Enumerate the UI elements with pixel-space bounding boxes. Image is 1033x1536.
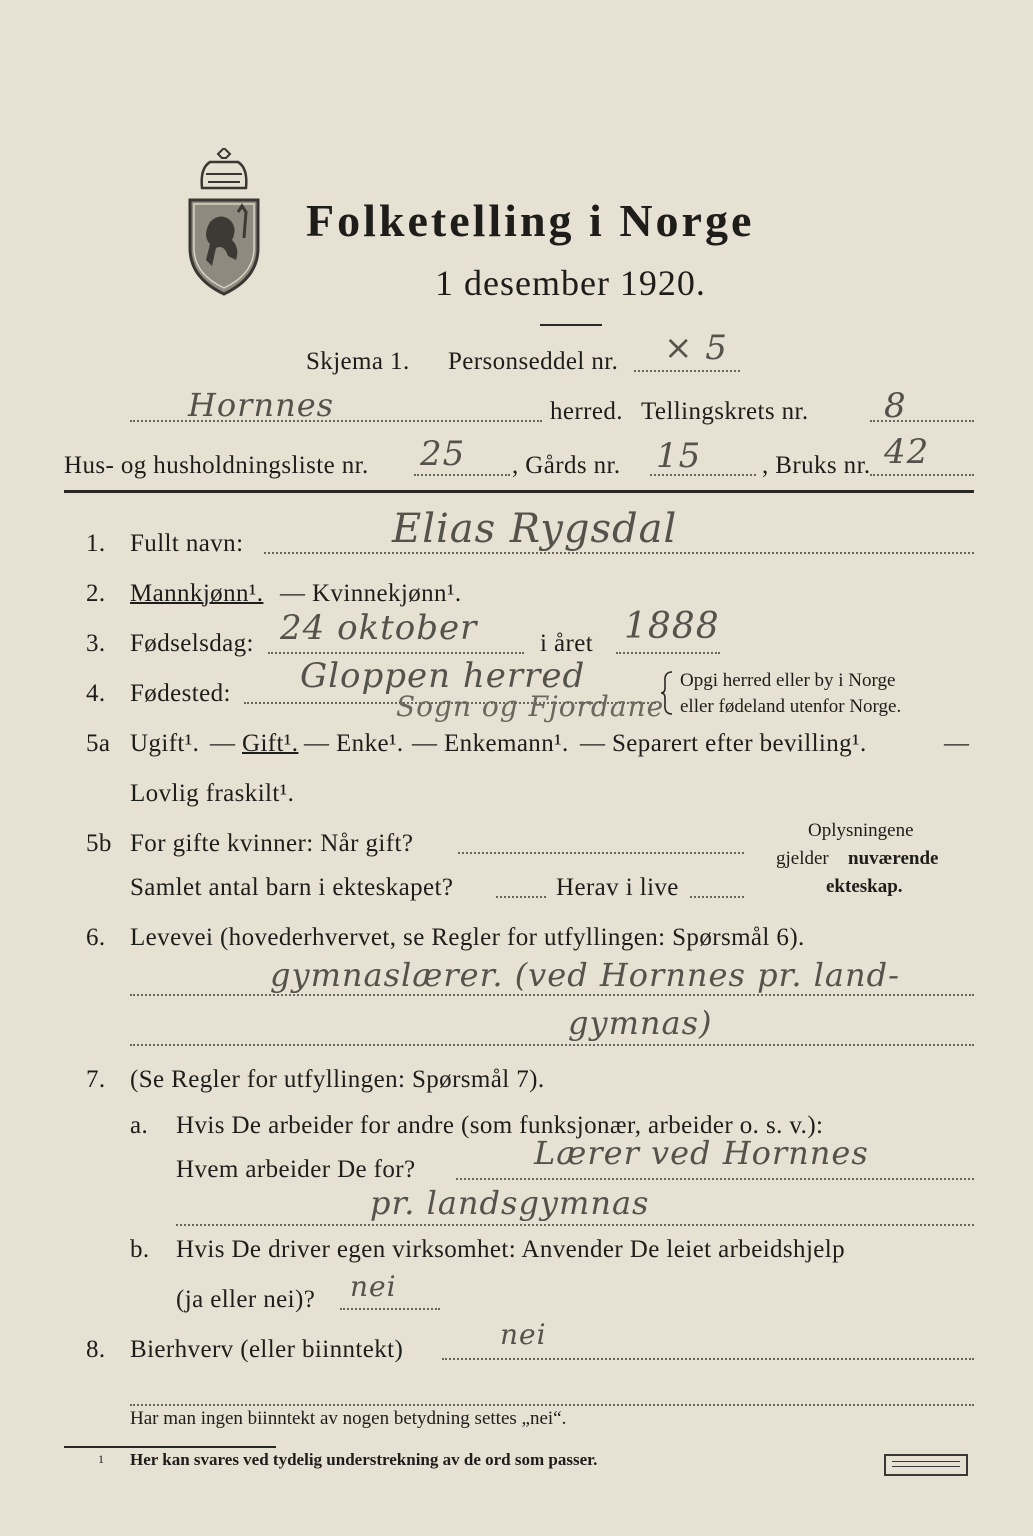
q7b-value: nei [350,1270,397,1303]
q5a-number: 5a [86,730,111,757]
q6-value-line2: gymnas) [568,1004,713,1042]
q5b-note-line1: Oplysningene [808,820,914,841]
household-list-line [414,474,510,476]
personseddel-label: Personseddel nr. [448,348,619,375]
q7-label: (Se Regler for utfyllingen: Spørsmål 7). [130,1066,545,1093]
q5a-enkemann: Enkemann¹. [444,730,569,757]
q5a-ugift: Ugift¹. [130,730,200,757]
q1-number: 1. [86,530,106,557]
q7a-line-1 [456,1178,974,1180]
household-list-label: Hus- og husholdningsliste nr. [64,452,369,479]
q4-number: 4. [86,680,106,707]
bruks-label: , Bruks nr. [762,452,871,479]
q3-number: 3. [86,630,106,657]
q8-value: nei [500,1318,547,1351]
q2-number: 2. [86,580,106,607]
q7a-letter: a. [130,1112,149,1139]
q6-line-2 [130,1044,974,1046]
q3-year-value: 1888 [624,606,720,647]
q6-label: Levevei (hovederhvervet, se Regler for utfyllingen: Spørsmål 6). [130,924,805,951]
footnote-number: 1 [98,1452,104,1466]
q8-line-2 [130,1404,974,1406]
q7b-line [340,1308,440,1310]
q5b-note-line3: ekteskap. [826,876,903,897]
tellingskrets-value: 8 [884,386,907,426]
q8-number: 8. [86,1336,106,1363]
q8-label: Bierhverv (eller biinntekt) [130,1336,404,1363]
q5b-married-label: For gifte kvinner: Når gift? [130,830,414,857]
bruks-value: 42 [884,432,930,472]
household-list-value: 25 [420,434,466,474]
footer-note: Har man ingen biinntekt av nogen betydning settes „nei“. [130,1408,567,1429]
schema-label: Skjema 1. [306,348,410,375]
q4-note-line2: eller fødeland utenfor Norge. [680,696,902,717]
q1-line [264,552,974,554]
q7b-letter: b. [130,1236,150,1263]
q4-label: Fødested: [130,680,231,707]
q2-male-option: Mannkjønn¹. [130,580,264,607]
footnote-text: Her kan svares ved tydelig understrekning av de ord som passer. [130,1450,598,1469]
gards-value: 15 [656,436,702,476]
q3-value: 24 oktober [280,608,478,648]
q5a-dash-2: — [304,730,330,757]
title-divider [540,324,602,326]
q7a-line-2 [176,1224,974,1226]
q5a-fraskilt: Lovlig fraskilt¹. [130,780,295,807]
q7b-answer-label: (ja eller nei)? [176,1286,316,1313]
q7a-value-line1: Lærer ved Hornnes [534,1134,869,1172]
q1-label: Fullt navn: [130,530,244,557]
q5b-note-line2b: nuværende [848,848,939,869]
q2-separator: — [280,580,306,607]
q6-line-1 [130,994,974,996]
personseddel-line [634,370,740,372]
coat-of-arms-icon [180,148,268,298]
q6-number: 6. [86,924,106,951]
q5a-separert: Separert efter bevilling¹. [612,730,867,757]
q5a-dash-4: — [580,730,606,757]
herred-label: herred. [550,398,623,425]
q4-value: Gloppen herred [300,656,586,696]
footnote-rule [64,1446,276,1448]
q5a-dash-3: — [412,730,438,757]
q5a-dash-1: — [210,730,236,757]
q5b-number: 5b [86,830,112,857]
q7-number: 7. [86,1066,106,1093]
q4-value-county: Sogn og Fjordane [396,690,665,723]
q3-label: Fødselsdag: [130,630,254,657]
q5b-married-line [458,852,744,854]
census-date: 1 desember 1920. [435,263,706,303]
header-rule [64,490,974,493]
q3-day-line [268,652,524,654]
q8-line-1 [442,1358,974,1360]
form-title: Folketelling i Norge [306,195,755,246]
q5b-alive-label: Herav i live [556,874,679,901]
gards-label: , Gårds nr. [512,452,621,479]
q5a-gift: Gift¹. [242,730,299,757]
q3-year-label: i året [540,630,594,657]
bruks-line [870,474,974,476]
q7a-employer-label: Hvem arbeider De for? [176,1156,416,1183]
q4-note-line1: Opgi herred eller by i Norge [680,670,896,691]
herred-value: Hornnes [188,386,335,424]
q5a-enke: Enke¹. [336,730,404,757]
q3-year-line [616,652,720,654]
personseddel-value: × 5 [664,328,728,368]
q2-female-option: Kvinnekjønn¹. [312,580,462,607]
q5b-children-label: Samlet antal barn i ekteskapet? [130,874,454,901]
printer-stamp-icon [884,1454,968,1476]
q7b-label: Hvis De driver egen virksomhet: Anvender De leiet arbeidshjelp [176,1236,846,1263]
q7a-value-line2: pr. landsgymnas [370,1184,650,1222]
q1-value: Elias Rygsdal [392,506,678,552]
q5a-dash-5: — [944,730,970,757]
q5b-children-line [496,896,546,898]
q7a-label: Hvis De arbeider for andre (som funksjonær, arbeider o. s. v.): [176,1112,824,1139]
brace-icon [660,670,674,716]
q5b-note-line2a: gjelder [776,848,829,869]
q6-value-line1: gymnaslærer. (ved Hornnes pr. land- [270,956,900,994]
tellingskrets-label: Tellingskrets nr. [641,398,809,425]
q5b-alive-line [690,896,744,898]
